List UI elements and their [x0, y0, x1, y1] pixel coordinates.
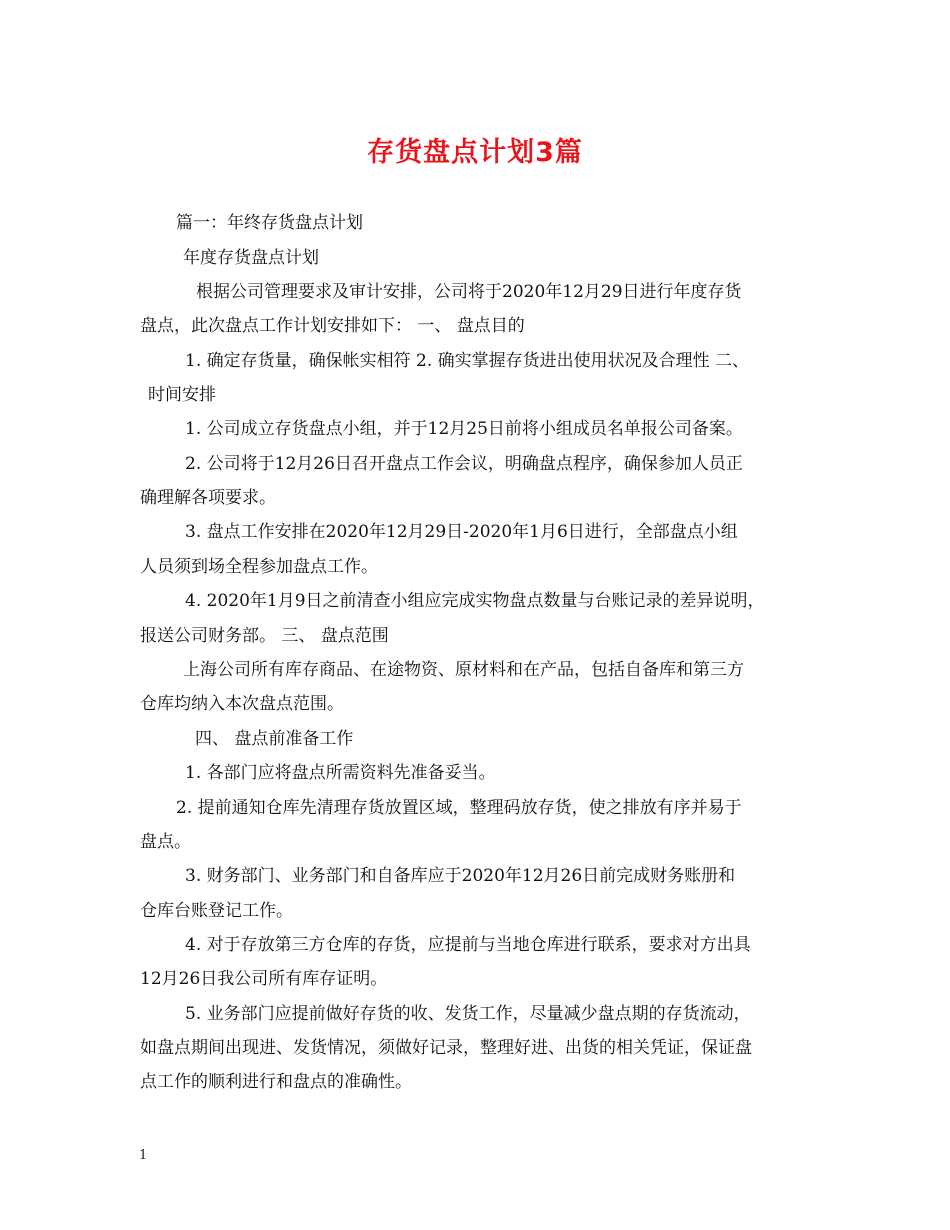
- text-line: 根据公司管理要求及审计安排，公司将于2020年12月29日进行年度存货: [196, 282, 742, 302]
- text-line: 报送公司财务部。 三、 盘点范围: [140, 626, 389, 646]
- text-line: 如盘点期间出现进、发货情况，须做好记录，整理好进、出货的相关凭证，保证盘: [140, 1038, 752, 1058]
- text-line: 点工作的顺利进行和盘点的准确性。: [140, 1072, 412, 1092]
- text-line: 年度存货盘点计划: [183, 248, 319, 268]
- text-line: 12月26日我公司所有库存证明。: [140, 969, 388, 989]
- text-line: 5. 业务部门应提前做好存货的收、发货工作，尽量减少盘点期的存货流动，: [185, 1004, 751, 1024]
- text-line: 篇一：年终存货盘点计划: [176, 213, 363, 233]
- text-line: 3. 财务部门、业务部门和自备库应于2020年12月26日前完成财务账册和: [185, 866, 736, 886]
- text-line: 时间安排: [148, 385, 216, 405]
- text-line: 仓库台账登记工作。: [140, 901, 293, 921]
- page-number: 1: [139, 1148, 148, 1163]
- text-line: 1. 公司成立存货盘点小组，并于12月25日前将小组成员名单报公司备案。: [185, 419, 743, 439]
- text-line: 1. 各部门应将盘点所需资料先准备妥当。: [185, 763, 496, 783]
- text-line: 1. 确定存货量，确保帐实相符 2. 确实掌握存货进出使用状况及合理性 二、: [185, 351, 750, 371]
- text-line: 4. 2020年1月9日之前清查小组应完成实物盘点数量与台账记录的差异说明，: [185, 591, 765, 611]
- text-line: 2. 公司将于12月26日召开盘点工作会议，明确盘点程序，确保参加人员正: [185, 454, 743, 474]
- text-line: 四、 盘点前准备工作: [195, 729, 354, 749]
- text-line: 4. 对于存放第三方仓库的存货，应提前与当地仓库进行联系，要求对方出具: [185, 935, 751, 955]
- text-line: 仓库均纳入本次盘点范围。: [140, 694, 344, 714]
- text-line: 2. 提前通知仓库先清理存货放置区域，整理码放存货，使之排放有序并易于: [176, 798, 742, 818]
- text-line: 盘点。: [140, 832, 191, 852]
- text-line: 3. 盘点工作安排在2020年12月29日-2020年1月6日进行，全部盘点小组: [185, 522, 738, 542]
- text-line: 人员须到场全程参加盘点工作。: [140, 557, 378, 577]
- text-line: 确理解各项要求。: [140, 488, 276, 508]
- text-line: 上海公司所有库存商品、在途物资、原材料和在产品，包括自备库和第三方: [183, 660, 744, 680]
- document-title: 存货盘点计划3篇: [367, 137, 583, 168]
- text-line: 盘点，此次盘点工作计划安排如下： 一、 盘点目的: [140, 316, 525, 336]
